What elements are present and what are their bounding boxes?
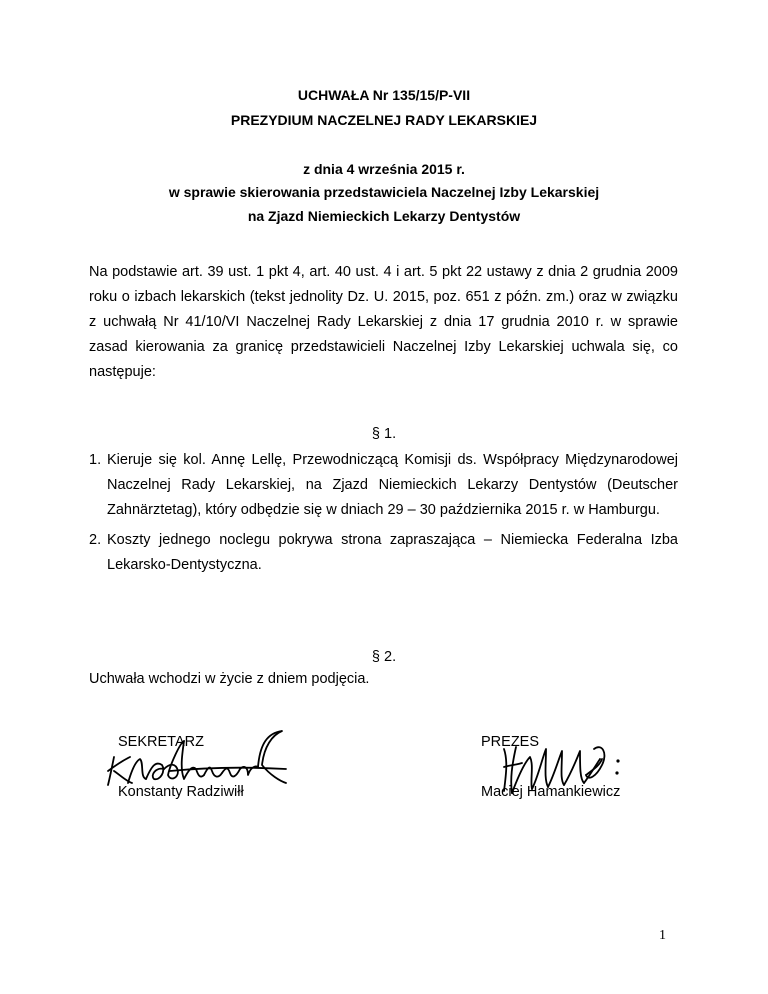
list-item <box>89 528 678 578</box>
list-item-number: 1. <box>89 452 102 468</box>
issuing-body: PREZYDIUM NACZELNEJ RADY LEKARSKIEJ <box>230 112 538 128</box>
section-1-list <box>89 448 678 583</box>
resolution-subject-line1: w sprawie skierowania przedstawiciela Naczelnej Izby Lekarskiej <box>168 184 600 200</box>
secretary-role-label: SEKRETARZ <box>118 734 204 750</box>
secretary-name: Konstanty Radziwiłł <box>118 784 244 800</box>
preamble-paragraph: Na podstawie art. 39 ust. 1 pkt 4, art. 40 ust. 4 i art. 5 pkt 22 ustawy z dnia 2 grudnia 2009 roku o izbach lekarskich (tekst jednolity Dz. U. 2015, poz. 651 z późn. zm.) oraz w związku z uchwałą Nr 41/10/VI Naczelnej Rady Lekarskiej z dnia 17 grudnia 2010 r. w sprawie zasad kierowania za granicę przedstawicieli Naczelnej Izby Lekarskiej uchwala się, co następuje: <box>89 264 678 380</box>
president-name: Maciej Hamankiewicz <box>481 784 621 800</box>
resolution-subject-line2: na Zjazd Niemieckich Lekarzy Dentystów <box>247 208 521 224</box>
section-2-heading: § 2. <box>371 649 397 665</box>
list-item-text: Kieruje się kol. Annę Lellę, Przewodniczącą Komisji ds. Współpracy Międzynarodowej Naczelnej Rady Lekarskiej, na Zjazd Niemieckich Lekarzy Dentystów (Deutscher Zahnärztetag), który odbędzie się w dniach 29 – 30 października 2015 r. w Hamburgu. <box>107 452 678 518</box>
section-1-heading: § 1. <box>371 426 397 442</box>
list-item-number: 2. <box>89 532 102 548</box>
resolution-number: UCHWAŁA Nr 135/15/P-VII <box>297 87 471 103</box>
list-item <box>89 448 678 523</box>
resolution-date: z dnia 4 września 2015 r. <box>303 161 465 177</box>
president-role-label: PREZES <box>481 734 540 750</box>
list-item-text: Koszty jednego noclegu pokrywa strona zapraszająca – Niemiecka Federalna Izba Lekarsko-Dentystyczna. <box>107 532 678 573</box>
section-2-text: Uchwała wchodzi w życie z dniem podjęcia. <box>89 671 370 687</box>
page-number: 1 <box>659 928 666 943</box>
